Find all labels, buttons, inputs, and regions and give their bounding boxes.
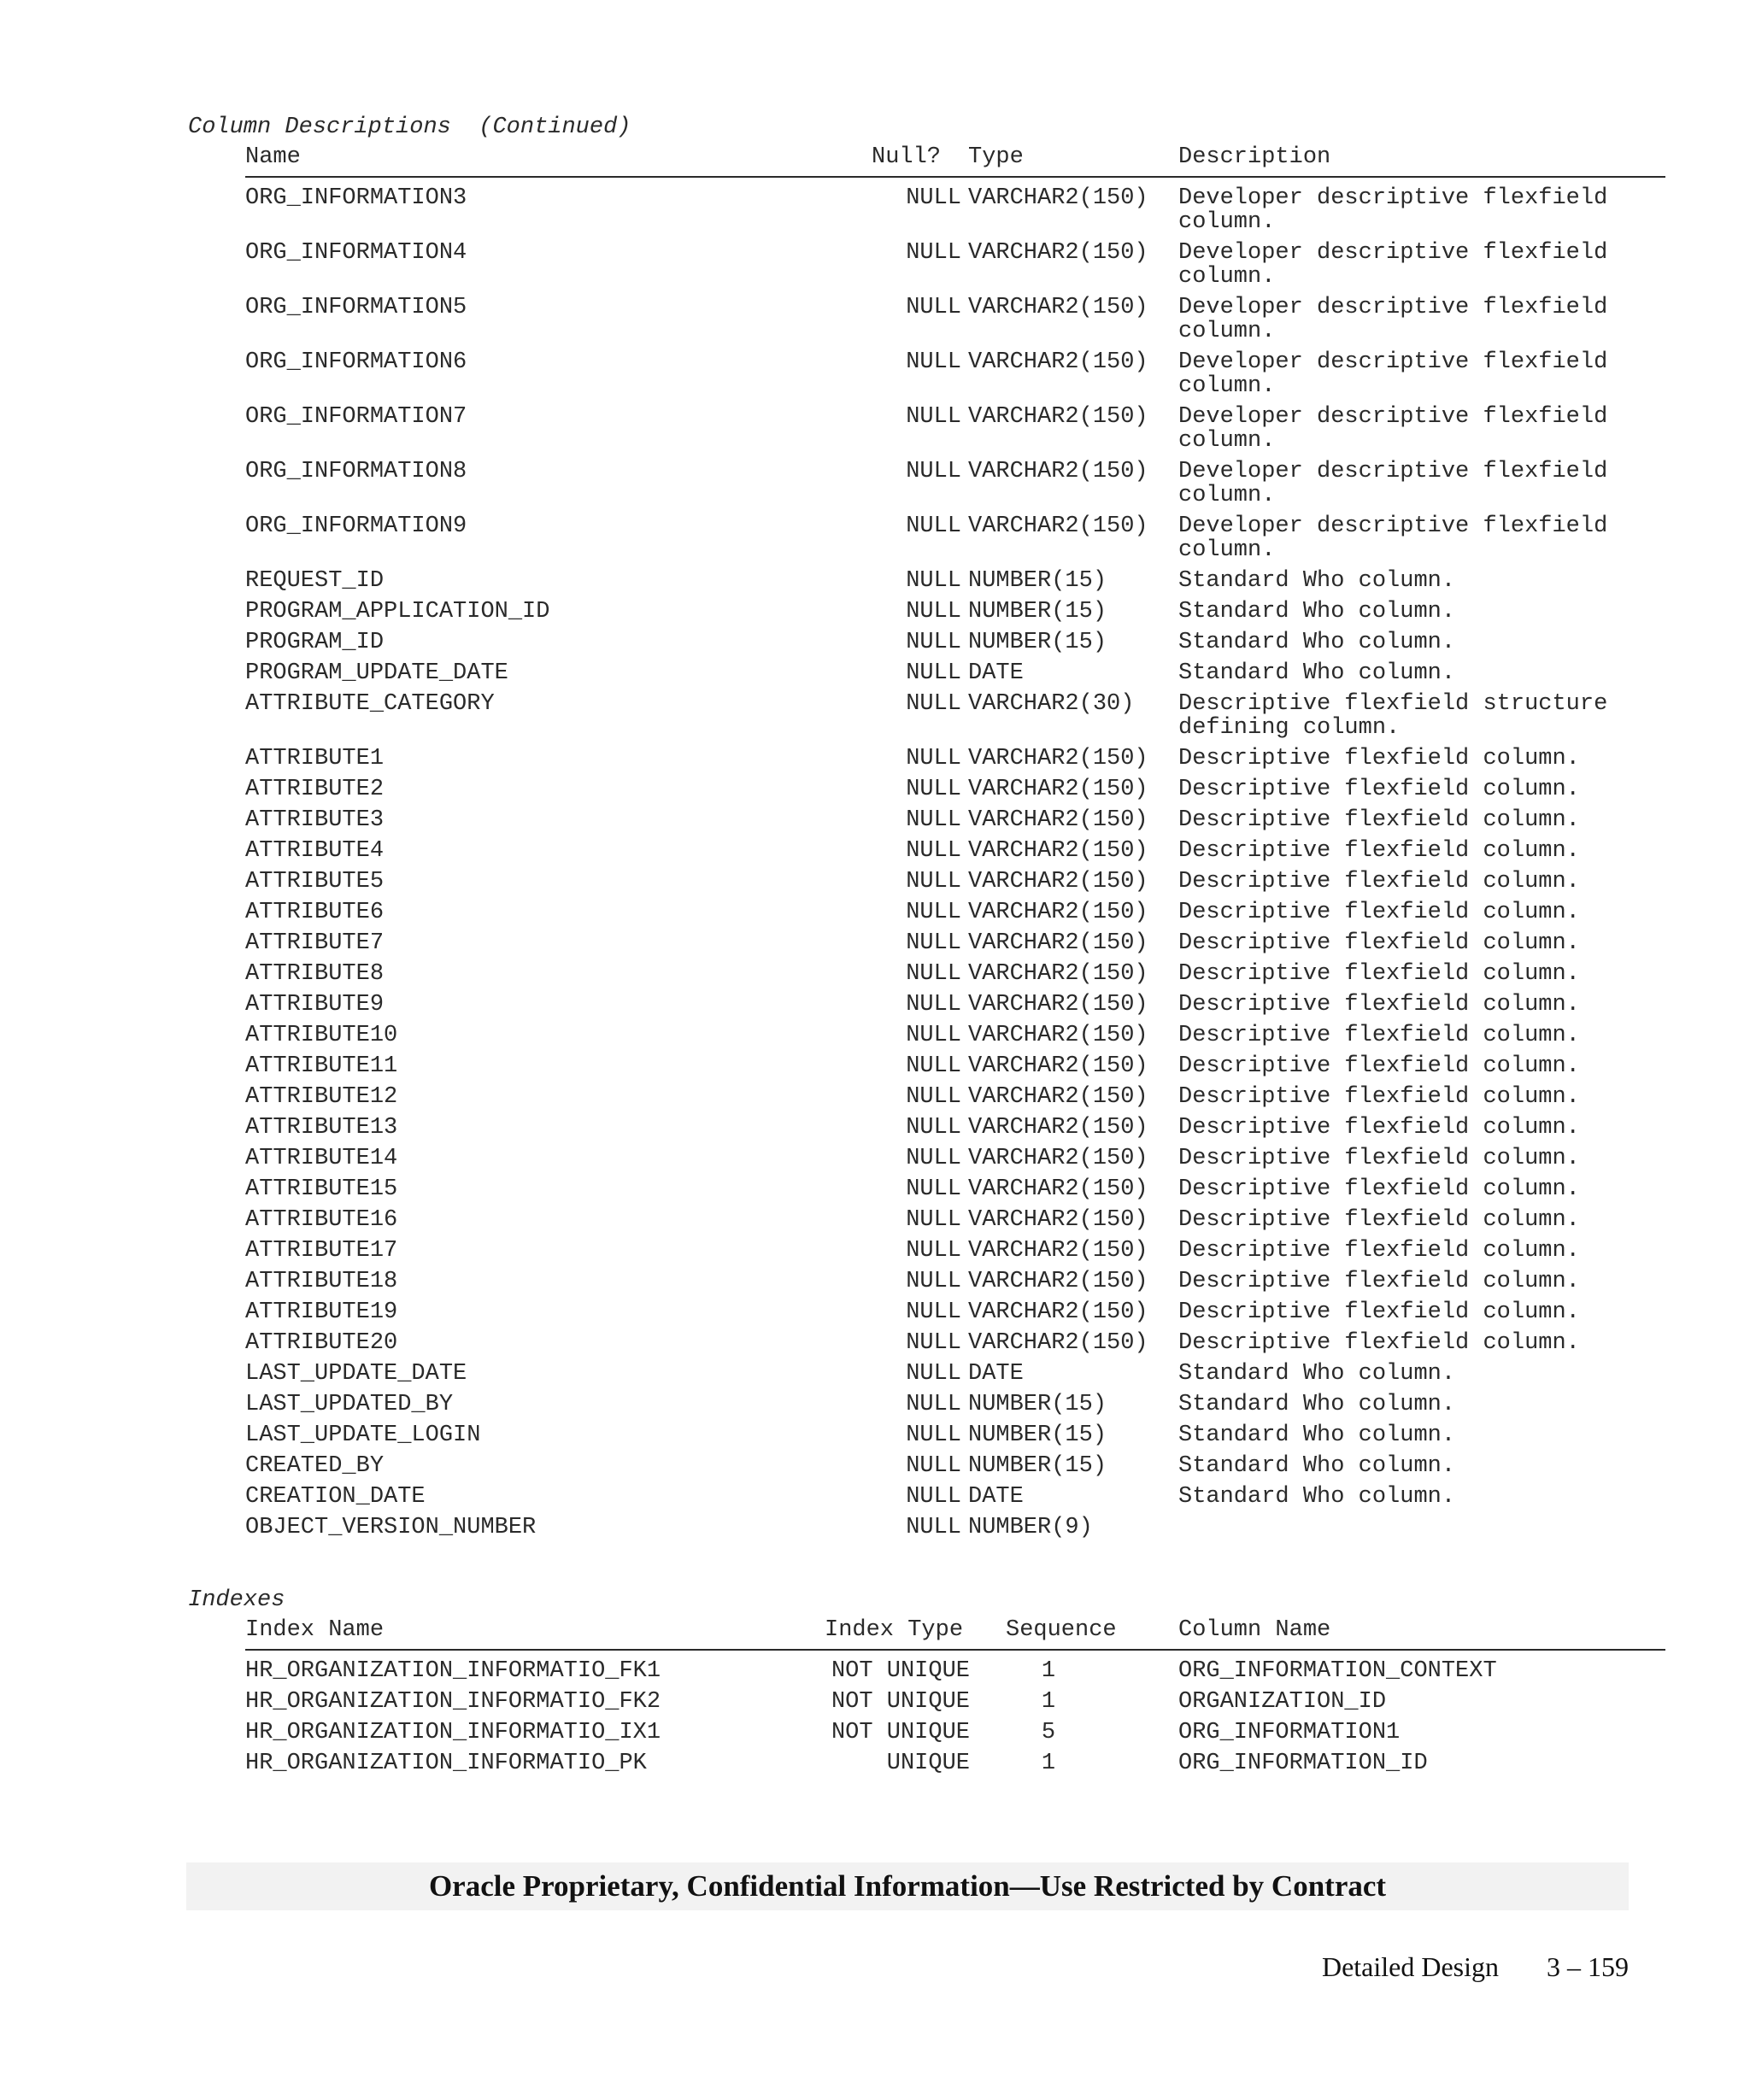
- description-cell: Descriptive flexfield column.: [1178, 869, 1580, 895]
- column-name-cell: ORG_INFORMATION9: [245, 513, 467, 539]
- table-row: [245, 1485, 1665, 1516]
- table-row: [245, 870, 1665, 900]
- description-cell: Descriptive flexfield column.: [1178, 1330, 1580, 1356]
- type-cell: VARCHAR2(150): [968, 869, 1148, 895]
- header-name: Name: [245, 144, 301, 170]
- table-row: [245, 405, 1665, 460]
- null-cell: NULL: [906, 1361, 961, 1387]
- null-cell: NULL: [906, 1299, 961, 1325]
- null-cell: NULL: [906, 1453, 961, 1479]
- type-cell: VARCHAR2(150): [968, 459, 1148, 484]
- type-cell: VARCHAR2(150): [968, 961, 1148, 987]
- table-row: [245, 808, 1665, 839]
- description-cell: Developer descriptive flexfield column.: [1178, 459, 1608, 508]
- index-table-header: [245, 1618, 1665, 1651]
- type-cell: VARCHAR2(150): [968, 930, 1148, 956]
- type-cell: VARCHAR2(150): [968, 1146, 1148, 1171]
- type-cell: VARCHAR2(150): [968, 404, 1148, 430]
- column-name-cell: ATTRIBUTE11: [245, 1053, 398, 1079]
- table-row: [245, 1751, 1665, 1782]
- description-cell: Standard Who column.: [1178, 599, 1456, 625]
- page-footer: [1322, 1951, 1629, 1983]
- table-row: [245, 1177, 1665, 1208]
- null-cell: NULL: [906, 930, 961, 956]
- column-name-cell: ATTRIBUTE17: [245, 1238, 398, 1264]
- table-row: [245, 777, 1665, 808]
- description-cell: Descriptive flexfield column.: [1178, 1269, 1580, 1294]
- index-name-cell: HR_ORGANIZATION_INFORMATIO_PK: [245, 1751, 647, 1776]
- description-cell: Descriptive flexfield column.: [1178, 1115, 1580, 1141]
- table-row: [245, 1300, 1665, 1331]
- null-cell: NULL: [906, 1422, 961, 1448]
- description-cell: Standard Who column.: [1178, 1484, 1456, 1510]
- column-name-cell: PROGRAM_ID: [245, 630, 385, 655]
- confidential-notice: Oracle Proprietary, Confidential Information––Use Restricted by Contract: [428, 1869, 1387, 1903]
- table-row: [245, 1116, 1665, 1147]
- null-cell: NULL: [906, 1084, 961, 1110]
- type-cell: NUMBER(15): [968, 630, 1107, 655]
- table-row: [245, 839, 1665, 870]
- column-name-cell: ATTRIBUTE6: [245, 900, 385, 925]
- null-cell: NULL: [906, 240, 961, 266]
- description-cell: Developer descriptive flexfield column.: [1178, 240, 1608, 290]
- type-cell: VARCHAR2(150): [968, 1299, 1148, 1325]
- description-cell: Descriptive flexfield column.: [1178, 961, 1580, 987]
- null-cell: NULL: [906, 900, 961, 925]
- type-cell: DATE: [968, 1484, 1024, 1510]
- type-cell: VARCHAR2(150): [968, 185, 1148, 211]
- indexes-title: Indexes: [188, 1587, 285, 1613]
- table-row: [245, 1516, 1665, 1546]
- type-cell: VARCHAR2(150): [968, 1115, 1148, 1141]
- table-row: [245, 600, 1665, 631]
- column-name-cell: ATTRIBUTE10: [245, 1023, 398, 1048]
- null-cell: NULL: [906, 459, 961, 484]
- description-cell: Descriptive flexfield column.: [1178, 1053, 1580, 1079]
- null-cell: NULL: [906, 1238, 961, 1264]
- type-cell: VARCHAR2(150): [968, 513, 1148, 539]
- column-name-cell: CREATION_DATE: [245, 1484, 426, 1510]
- null-cell: NULL: [906, 568, 961, 594]
- type-cell: VARCHAR2(150): [968, 900, 1148, 925]
- null-cell: NULL: [906, 777, 961, 802]
- description-cell: Descriptive flexfield column.: [1178, 777, 1580, 802]
- null-cell: NULL: [906, 1053, 961, 1079]
- table-row: [245, 241, 1665, 296]
- type-cell: NUMBER(9): [968, 1515, 1093, 1540]
- column-name-cell: PROGRAM_APPLICATION_ID: [245, 599, 550, 625]
- table-row: [245, 1270, 1665, 1300]
- table-row: [245, 1423, 1665, 1454]
- sequence-cell: 1: [1041, 1751, 1056, 1776]
- column-name-cell: LAST_UPDATE_DATE: [245, 1361, 467, 1387]
- description-cell: Standard Who column.: [1178, 630, 1456, 655]
- column-name-cell: CREATED_BY: [245, 1453, 385, 1479]
- footer-section-title: Detailed Design: [1321, 1951, 1499, 1982]
- header-index-type: Index Type: [825, 1617, 964, 1643]
- table-row: [245, 900, 1665, 931]
- description-cell: Descriptive flexfield column.: [1178, 1299, 1580, 1325]
- null-cell: NULL: [906, 1023, 961, 1048]
- table-row: [245, 1208, 1665, 1239]
- header-null: Null?: [872, 144, 942, 170]
- description-cell: Standard Who column.: [1178, 1453, 1456, 1479]
- index-name-cell: HR_ORGANIZATION_INFORMATIO_FK1: [245, 1658, 661, 1684]
- index-name-cell: HR_ORGANIZATION_INFORMATIO_IX1: [245, 1720, 661, 1745]
- description-cell: Descriptive flexfield column.: [1178, 746, 1580, 771]
- column-table-header: [245, 145, 1665, 178]
- index-column-cell: ORG_INFORMATION_ID: [1178, 1751, 1428, 1776]
- null-cell: NULL: [906, 295, 961, 320]
- index-type-cell: NOT UNIQUE: [831, 1658, 970, 1684]
- type-cell: DATE: [968, 1361, 1024, 1387]
- index-table-body: [245, 1659, 1665, 1782]
- null-cell: NULL: [906, 1176, 961, 1202]
- type-cell: VARCHAR2(150): [968, 992, 1148, 1018]
- type-cell: VARCHAR2(150): [968, 1269, 1148, 1294]
- column-name-cell: ATTRIBUTE2: [245, 777, 385, 802]
- table-row: [245, 296, 1665, 350]
- sequence-cell: 5: [1041, 1720, 1056, 1745]
- description-cell: Descriptive flexfield column.: [1178, 838, 1580, 864]
- null-cell: NULL: [906, 1146, 961, 1171]
- null-cell: NULL: [906, 1515, 961, 1540]
- column-name-cell: ATTRIBUTE3: [245, 807, 385, 833]
- description-cell: Descriptive flexfield column.: [1178, 992, 1580, 1018]
- column-name-cell: ATTRIBUTE12: [245, 1084, 398, 1110]
- column-name-cell: REQUEST_ID: [245, 568, 385, 594]
- header-description: Description: [1178, 144, 1331, 170]
- table-row: [245, 1393, 1665, 1423]
- null-cell: NULL: [906, 630, 961, 655]
- table-row: [245, 1239, 1665, 1270]
- type-cell: VARCHAR2(150): [968, 240, 1148, 266]
- column-name-cell: ATTRIBUTE13: [245, 1115, 398, 1141]
- null-cell: NULL: [906, 1269, 961, 1294]
- header-index-name: Index Name: [245, 1617, 385, 1643]
- null-cell: NULL: [906, 1392, 961, 1417]
- description-cell: Descriptive flexfield column.: [1178, 1238, 1580, 1264]
- description-cell: Descriptive flexfield column.: [1178, 1146, 1580, 1171]
- description-cell: Descriptive flexfield structure defining column.: [1178, 691, 1608, 741]
- table-row: [245, 1659, 1665, 1690]
- table-row: [245, 661, 1665, 692]
- table-row: [245, 569, 1665, 600]
- index-type-cell: NOT UNIQUE: [831, 1720, 970, 1745]
- null-cell: NULL: [906, 1484, 961, 1510]
- type-cell: VARCHAR2(150): [968, 746, 1148, 771]
- type-cell: VARCHAR2(150): [968, 1084, 1148, 1110]
- index-column-cell: ORGANIZATION_ID: [1178, 1689, 1387, 1715]
- type-cell: NUMBER(15): [968, 1453, 1107, 1479]
- null-cell: NULL: [906, 660, 961, 686]
- description-cell: Standard Who column.: [1178, 1361, 1456, 1387]
- column-name-cell: ORG_INFORMATION3: [245, 185, 467, 211]
- null-cell: NULL: [906, 807, 961, 833]
- column-name-cell: LAST_UPDATED_BY: [245, 1392, 454, 1417]
- table-row: [245, 1147, 1665, 1177]
- null-cell: NULL: [906, 992, 961, 1018]
- type-cell: NUMBER(15): [968, 568, 1107, 594]
- confidential-banner: [186, 1862, 1629, 1910]
- index-column-cell: ORG_INFORMATION1: [1178, 1720, 1401, 1745]
- description-cell: Descriptive flexfield column.: [1178, 1176, 1580, 1202]
- column-name-cell: ATTRIBUTE9: [245, 992, 385, 1018]
- description-cell: Standard Who column.: [1178, 1422, 1456, 1448]
- description-cell: Descriptive flexfield column.: [1178, 807, 1580, 833]
- column-name-cell: ORG_INFORMATION8: [245, 459, 467, 484]
- type-cell: VARCHAR2(150): [968, 1053, 1148, 1079]
- description-cell: Descriptive flexfield column.: [1178, 1207, 1580, 1233]
- type-cell: VARCHAR2(30): [968, 691, 1135, 717]
- type-cell: VARCHAR2(150): [968, 777, 1148, 802]
- column-name-cell: ORG_INFORMATION5: [245, 295, 467, 320]
- header-type: Type: [968, 144, 1024, 170]
- description-cell: Descriptive flexfield column.: [1178, 1023, 1580, 1048]
- type-cell: VARCHAR2(150): [968, 807, 1148, 833]
- table-row: [245, 1054, 1665, 1085]
- null-cell: NULL: [906, 185, 961, 211]
- table-row: [245, 993, 1665, 1024]
- description-cell: Developer descriptive flexfield column.: [1178, 185, 1608, 235]
- null-cell: NULL: [906, 746, 961, 771]
- column-name-cell: ATTRIBUTE18: [245, 1269, 398, 1294]
- column-name-cell: ORG_INFORMATION6: [245, 349, 467, 375]
- table-row: [245, 186, 1665, 241]
- column-name-cell: LAST_UPDATE_LOGIN: [245, 1422, 481, 1448]
- column-name-cell: ATTRIBUTE20: [245, 1330, 398, 1356]
- type-cell: VARCHAR2(150): [968, 295, 1148, 320]
- column-name-cell: ATTRIBUTE8: [245, 961, 385, 987]
- description-cell: Developer descriptive flexfield column.: [1178, 295, 1608, 344]
- table-row: [245, 931, 1665, 962]
- index-type-cell: UNIQUE: [886, 1751, 970, 1776]
- table-row: [245, 747, 1665, 777]
- null-cell: NULL: [906, 1115, 961, 1141]
- table-row: [245, 514, 1665, 569]
- type-cell: VARCHAR2(150): [968, 349, 1148, 375]
- null-cell: NULL: [906, 513, 961, 539]
- description-cell: Developer descriptive flexfield column.: [1178, 349, 1608, 399]
- column-name-cell: ATTRIBUTE19: [245, 1299, 398, 1325]
- table-row: [245, 1362, 1665, 1393]
- table-row: [245, 350, 1665, 405]
- type-cell: NUMBER(15): [968, 1422, 1107, 1448]
- type-cell: VARCHAR2(150): [968, 1023, 1148, 1048]
- type-cell: DATE: [968, 660, 1024, 686]
- description-cell: Developer descriptive flexfield column.: [1178, 513, 1608, 563]
- index-type-cell: NOT UNIQUE: [831, 1689, 970, 1715]
- null-cell: NULL: [906, 404, 961, 430]
- table-row: [245, 962, 1665, 993]
- column-name-cell: ATTRIBUTE_CATEGORY: [245, 691, 495, 717]
- type-cell: VARCHAR2(150): [968, 1238, 1148, 1264]
- table-row: [245, 460, 1665, 514]
- type-cell: VARCHAR2(150): [968, 1330, 1148, 1356]
- column-name-cell: ORG_INFORMATION7: [245, 404, 467, 430]
- column-name-cell: ATTRIBUTE7: [245, 930, 385, 956]
- null-cell: NULL: [906, 1330, 961, 1356]
- column-name-cell: OBJECT_VERSION_NUMBER: [245, 1515, 537, 1540]
- description-cell: Standard Who column.: [1178, 568, 1456, 594]
- table-row: [245, 1454, 1665, 1485]
- type-cell: NUMBER(15): [968, 1392, 1107, 1417]
- index-column-cell: ORG_INFORMATION_CONTEXT: [1178, 1658, 1497, 1684]
- column-name-cell: ATTRIBUTE5: [245, 869, 385, 895]
- table-row: [245, 1085, 1665, 1116]
- column-name-cell: ATTRIBUTE1: [245, 746, 385, 771]
- table-row: [245, 1331, 1665, 1362]
- table-row: [245, 1721, 1665, 1751]
- description-cell: Developer descriptive flexfield column.: [1178, 404, 1608, 454]
- column-name-cell: ATTRIBUTE14: [245, 1146, 398, 1171]
- header-column-name: Column Name: [1178, 1617, 1331, 1643]
- description-cell: Descriptive flexfield column.: [1178, 1084, 1580, 1110]
- table-row: [245, 692, 1665, 747]
- column-name-cell: ATTRIBUTE4: [245, 838, 385, 864]
- type-cell: VARCHAR2(150): [968, 1176, 1148, 1202]
- description-cell: Descriptive flexfield column.: [1178, 900, 1580, 925]
- index-name-cell: HR_ORGANIZATION_INFORMATIO_FK2: [245, 1689, 661, 1715]
- column-name-cell: ORG_INFORMATION4: [245, 240, 467, 266]
- description-cell: Standard Who column.: [1178, 660, 1456, 686]
- header-sequence: Sequence: [1006, 1617, 1117, 1643]
- type-cell: NUMBER(15): [968, 599, 1107, 625]
- table-row: [245, 1024, 1665, 1054]
- null-cell: NULL: [906, 838, 961, 864]
- column-name-cell: ATTRIBUTE15: [245, 1176, 398, 1202]
- description-cell: Descriptive flexfield column.: [1178, 930, 1580, 956]
- type-cell: VARCHAR2(150): [968, 1207, 1148, 1233]
- table-row: [245, 1690, 1665, 1721]
- table-row: [245, 631, 1665, 661]
- sequence-cell: 1: [1041, 1689, 1056, 1715]
- column-descriptions-title: Column Descriptions (Continued): [188, 114, 631, 140]
- column-table-body: [245, 186, 1665, 1546]
- description-cell: Standard Who column.: [1178, 1392, 1456, 1417]
- null-cell: NULL: [906, 691, 961, 717]
- null-cell: NULL: [906, 869, 961, 895]
- column-name-cell: ATTRIBUTE16: [245, 1207, 398, 1233]
- null-cell: NULL: [906, 961, 961, 987]
- type-cell: VARCHAR2(150): [968, 838, 1148, 864]
- null-cell: NULL: [906, 1207, 961, 1233]
- null-cell: NULL: [906, 599, 961, 625]
- sequence-cell: 1: [1041, 1658, 1056, 1684]
- column-name-cell: PROGRAM_UPDATE_DATE: [245, 660, 508, 686]
- page-number: 3 – 159: [1547, 1951, 1629, 1982]
- null-cell: NULL: [906, 349, 961, 375]
